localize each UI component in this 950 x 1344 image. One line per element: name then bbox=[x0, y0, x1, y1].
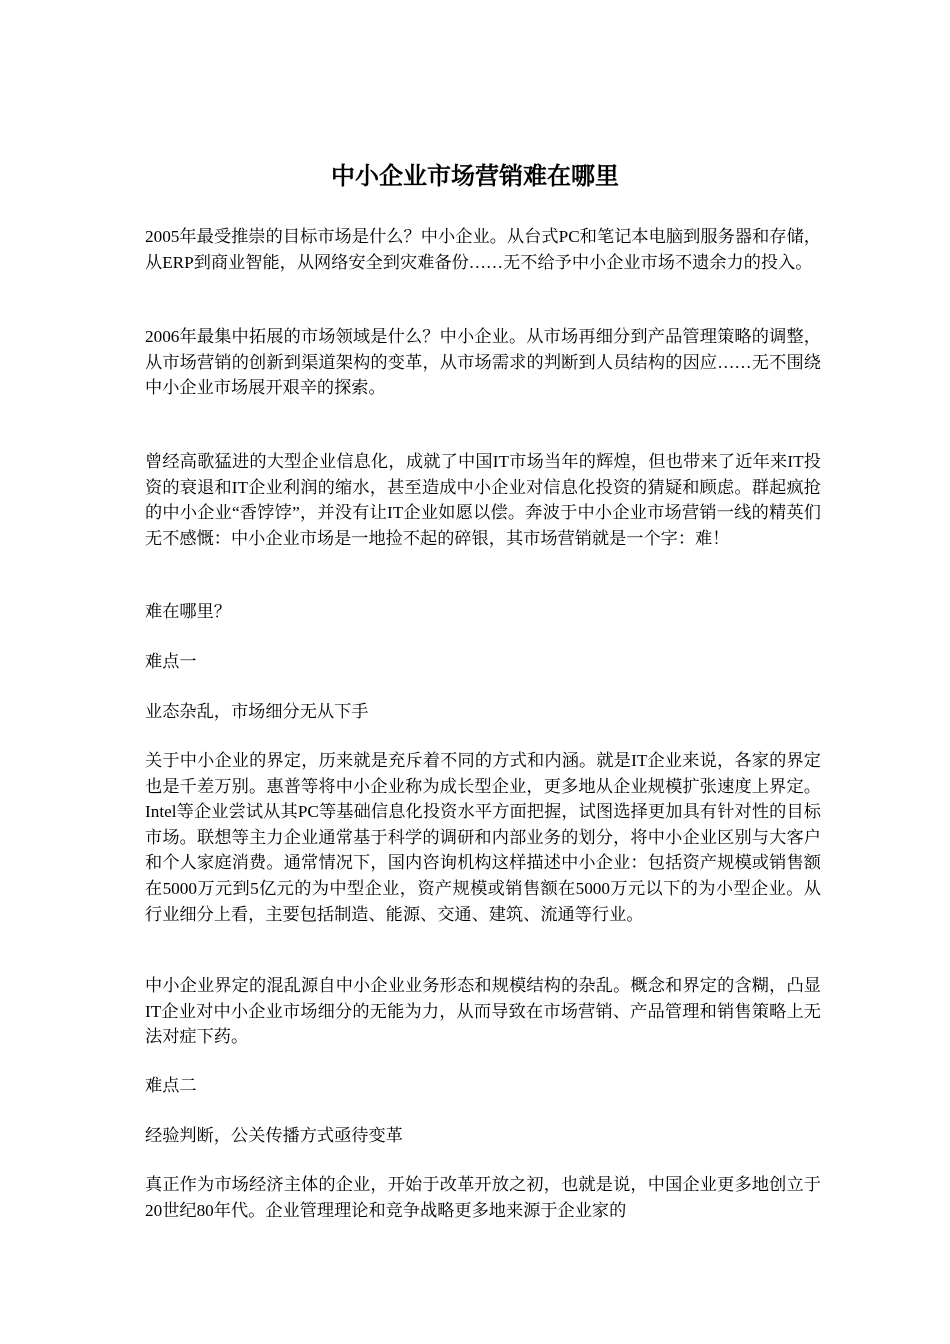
subheading-difficulty-two: 经验判断，公关传播方式亟待变革 bbox=[145, 1126, 403, 1145]
paragraph-definition: 关于中小企业的界定，历来就是充斥着不同的方式和内涵。就是IT企业来说，各家的界定也是千差万别。惠普等将中小企业称为成长型企业，更多地从企业规模扩张速度上界定。Intel等企业尝试从其PC等基础信息化投资水平方面把握，试图选择更加具有针对性的目标市场。联想等主力企业通常基于科学的调研和内部业务的划分，将中小企业区别与大客户和个人家庭消费。通常情况下，国内咨询机构这样描述中小企业：包括资产规模或销售额在5000万元到5亿元的为中型企业，资产规模或销售额在5000万元以下的为小型企业。从行业细分上看，主要包括制造、能源、交通、建筑、流通等行业。 bbox=[145, 751, 821, 924]
paragraph-background: 曾经高歌猛进的大型企业信息化，成就了中国IT市场当年的辉煌，但也带来了近年来IT投资的衰退和IT企业利润的缩水，甚至造成中小企业对信息化投资的猜疑和顾虑。群起疯抢的中小企业“香饽饽”，并没有让IT企业如愿以偿。奔波于中小企业市场营销一线的精英们无不感慨：中小企业市场是一地捡不起的碎银，其市场营销就是一个字：难！ bbox=[145, 452, 821, 548]
heading-difficulty-one: 难点一 bbox=[145, 652, 197, 671]
heading-difficulty-two: 难点二 bbox=[145, 1076, 197, 1095]
paragraph-question: 难在哪里？ bbox=[145, 602, 231, 621]
paragraph-confusion: 中小企业界定的混乱源自中小企业业务形态和规模结构的杂乱。概念和界定的含糊，凸显IT企业对中小企业市场细分的无能为力，从而导致在市场营销、产品管理和销售策略上无法对症下药。 bbox=[145, 976, 821, 1047]
subheading-difficulty-one: 业态杂乱，市场细分无从下手 bbox=[145, 702, 369, 721]
paragraph-2005: 2005年最受推崇的目标市场是什么？中小企业。从台式PC和笔记本电脑到服务器和存储，从ERP到商业智能，从网络安全到灾难备份……无不给予中小企业市场不遗余力的投入。 bbox=[145, 227, 821, 272]
document-title: 中小企业市场营销难在哪里 bbox=[331, 161, 619, 190]
paragraph-enterprise-history: 真正作为市场经济主体的企业，开始于改革开放之初，也就是说，中国企业更多地创立于20世纪80年代。企业管理理论和竞争战略更多地来源于企业家的 bbox=[145, 1175, 821, 1220]
paragraph-2006: 2006年最集中拓展的市场领域是什么？中小企业。从市场再细分到产品管理策略的调整，从市场营销的创新到渠道架构的变革，从市场需求的判断到人员结构的因应……无不围绕中小企业市场展开艰辛的探索。 bbox=[145, 327, 821, 398]
